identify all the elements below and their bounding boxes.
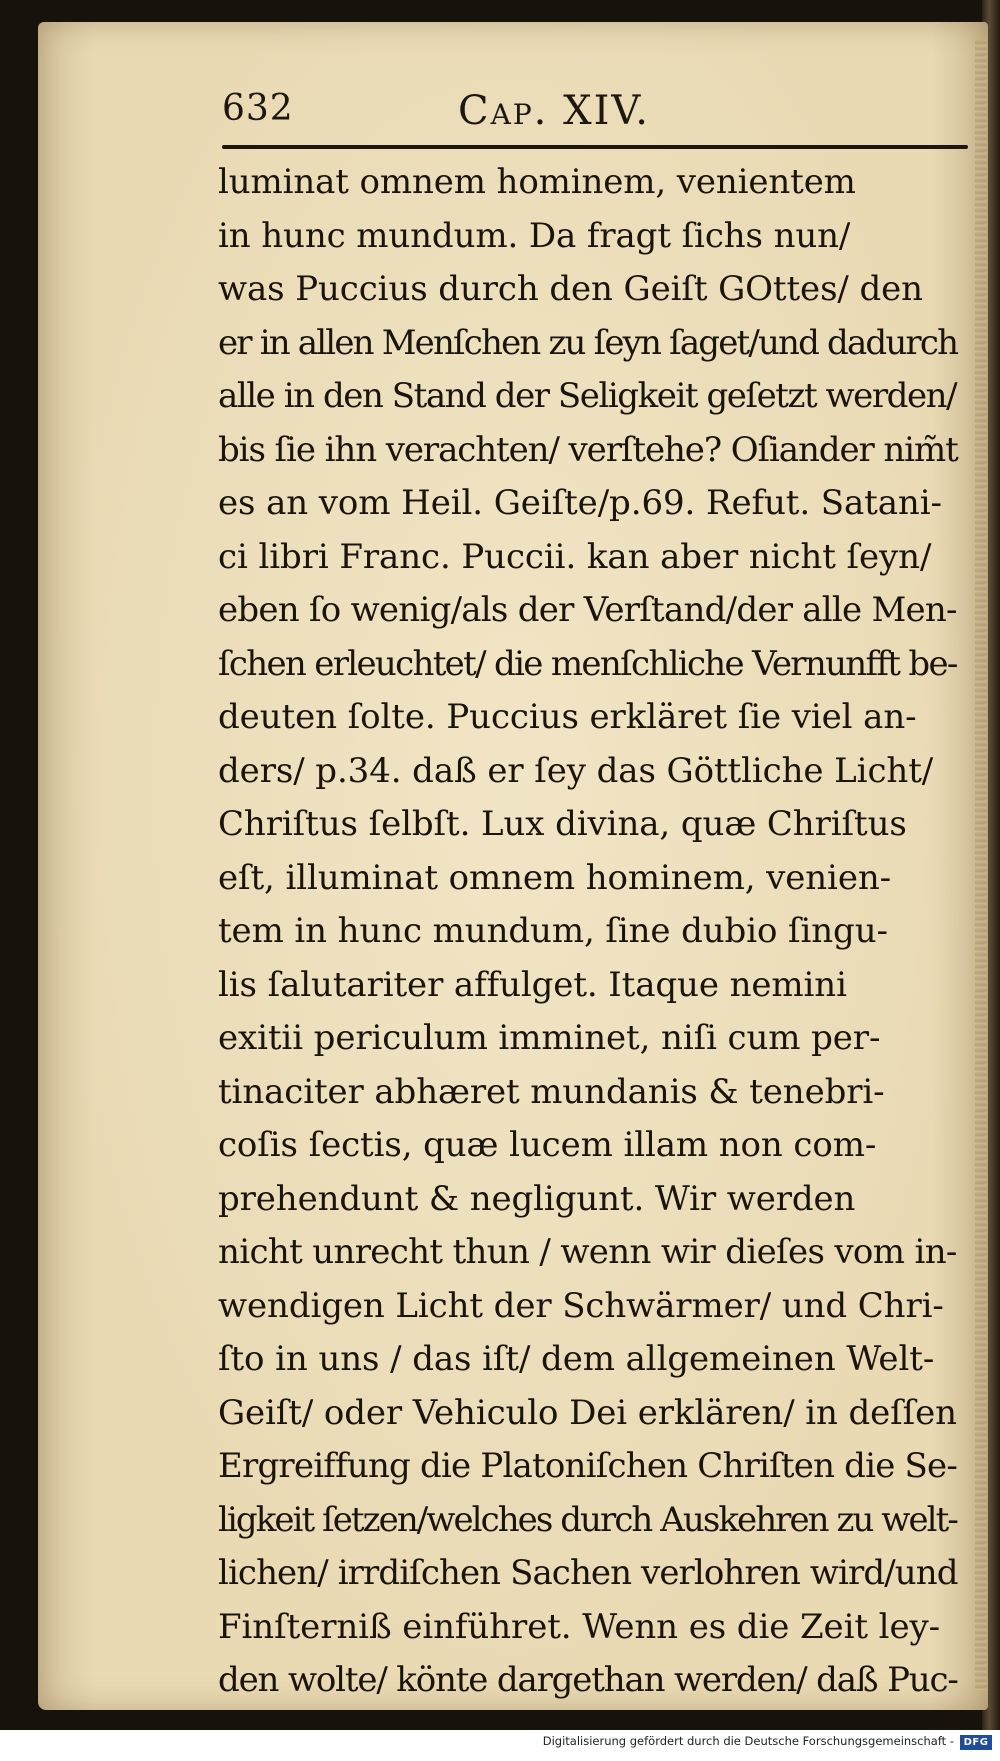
body-text [218,156,970,1626]
text-line: Finſterniß einführet. Wenn es die Zeit ley- [218,1601,970,1655]
running-head: Cap. XIV. [458,88,650,134]
text-line: tinaciter abhæret mundanis & tenebri- [218,1066,970,1120]
text-line: prehendunt & negligunt. Wir werden [218,1173,970,1227]
text-line: eben ſo wenig/als der Verſtand/der alle Men- [218,584,970,638]
header-rule [222,145,968,149]
text-line: Geiſt/ oder Vehiculo Dei erklären/ in deſſen [218,1387,970,1441]
text-line: ſchen erleuchtet/ die menſchliche Vernunfft be- [218,638,970,692]
text-line: Ergreiffung die Platoniſchen Chriſten die Se- [218,1440,970,1494]
footer-credit: Digitalisierung gefördert durch die Deutsche Forschungsgemeinschaft - [543,1734,954,1748]
text-line: lichen/ irrdiſchen Sachen verlohren wird/und [218,1547,970,1601]
page-header [222,88,982,148]
text-line: coſis ſectis, quæ lucem illam non com- [218,1119,970,1173]
text-line: nicht unrecht thun / wenn wir dieſes vom in- [218,1226,970,1280]
text-line: was Puccius durch den Geiſt GOttes/ den [218,263,970,317]
text-line: deuten ſolte. Puccius erkläret ſie viel an- [218,691,970,745]
text-line: exitii periculum imminet, niſi cum per- [218,1012,970,1066]
text-line: alle in den Stand der Seligkeit geſetzt werden/ [218,370,970,424]
text-line: ders/ p.34. daß er ſey das Göttliche Licht/ [218,745,970,799]
text-line: den wolte/ könte dargethan werden/ daß Puc- [218,1654,970,1708]
text-line: es an vom Heil. Geiſte/p.69. Refut. Satani- [218,477,970,531]
text-line: lis ſalutariter affulget. Itaque nemini [218,959,970,1013]
text-line: Chriſtus ſelbſt. Lux divina, quæ Chriſtus [218,798,970,852]
text-line: luminat omnem hominem, venientem [218,156,970,210]
text-line: in hunc mundum. Da fragt ſichs nun/ [218,210,970,264]
text-line: eſt, illuminat omnem hominem, venien- [218,852,970,906]
dfg-logo: DFG [960,1735,992,1750]
text-line: er in allen Menſchen zu ſeyn ſaget/und dadurch [218,317,970,371]
text-line: tem in hunc mundum, ſine dubio ſingu- [218,905,970,959]
text-line: ci libri Franc. Puccii. kan aber nicht ſeyn/ [218,531,970,585]
text-line: ligkeit ſetzen/welches durch Auskehren zu welt- [218,1494,970,1548]
text-line: bis ſie ihn verachten/ verſtehe? Oſiander nim̃t [218,424,970,478]
text-line: wendigen Licht der Schwärmer/ und Chri- [218,1280,970,1334]
text-line: ſto in uns / das iſt/ dem allgemeinen Welt- [218,1333,970,1387]
page-edge [975,40,987,1690]
page-number: 632 [222,88,294,129]
